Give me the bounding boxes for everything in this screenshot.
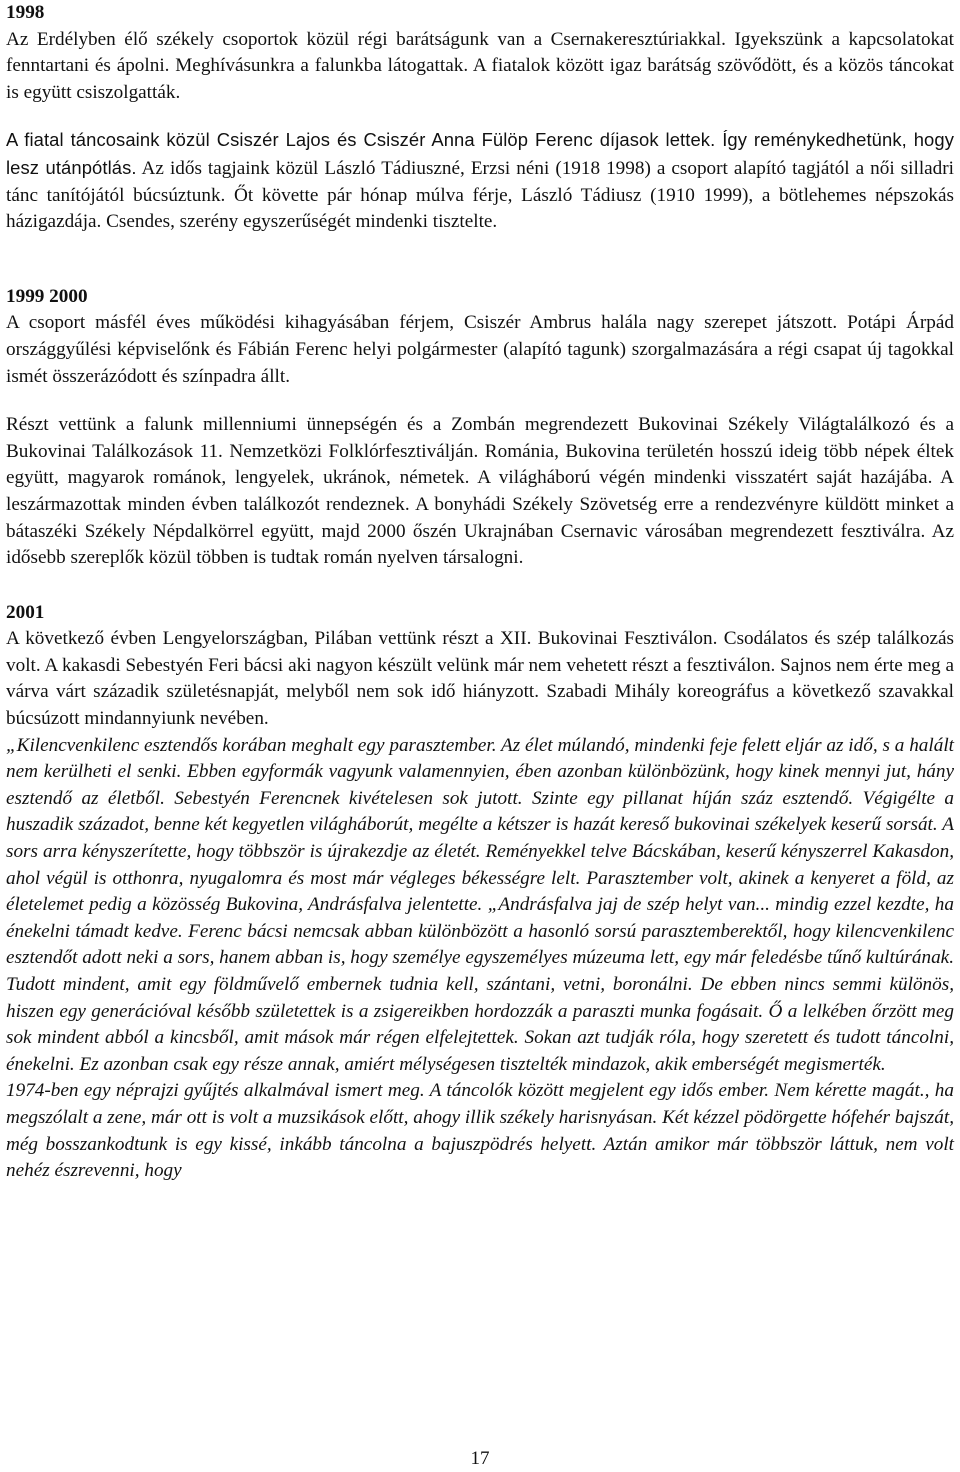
quote-paragraph-1: „Kilencvenkilenc esztendős korában meghalt egy parasztember. Az élet múlandó, mindenki feje felett eljár az idő, s a halált nem kerülheti el senki. Ebben egyformák vagyunk valamennyien, ében azonban különbözünk, hogy kinek mennyi jut, hány esztendő az életből. Sebestyén Ferencnek kivételesen sok jutott. Szinte egy pillanat híján száz esztendő. Végigélte a huszadik századot, benne két kegyetlen világháborút, megélte a kétszer is hazát kereső bukovinai székelyek keserű sorsát. A sors arra kényszerítette, hogy többször is újrakezdje az életét. Reményekkel telve Bácskában, keserű kényszerrel Kakasdon, ahol végül is otthonra, nyugalomra és most már végleges békességre lelt. Parasztember volt, akinek a kenyeret a föld, az életelemet pedig a közösség Bukovina, Andrásfalva jelentette. „Andrásfalva jaj de szép helyt van... mindig ezzel kezdte, ha énekelni támadt kedve. Ferenc bácsi nemcsak abban különbözött a hasonló sorsú parasztemberektől, hogy kilencvenkilenc esztendőt adott neki a sors, hanem abban is, hogy személye egyszemélyes múzeuma lett, egy már feledésbe tűnő kultúrának. Tudott mindent, amit egy földművelő embernek tudnia kell, szántani, vetni, boronálni. De ebben nincs semmi különös, hiszen egy generációval később születettek is a zsigereikben hordozzák a paraszti munka fogásait. Ő a lelkében őrzött meg sok mindent abból a kincsből, amit mások már régen elfelejtettek. Sokan azt tudják róla, hogy szeretett és tudott táncolni, énekelni. Ez azonban csak egy része annak, amiért mélységesen tisztelték mindazok, akik emberségét megismerték.	[6, 734, 954, 1075]
section-heading-1998: 1998	[6, 2, 45, 23]
paragraph-1998-2-rest: Az idős tagjaink közül László Tádiuszné, Erzsi néni (1918 1998) a csoport alapító tagjától a női silladri tánc tanítójától búcsúztunk. Őt követte pár hónap múlva férje, László Tádiusz (1910 1999), a bötlehemes népszokás házigazdája. Csendes, szerény egyszerűségét mindenki tisztelte.	[6, 157, 954, 233]
paragraph-1998-2-sans: A fiatal táncosaink közül Csiszér Lajos és Csiszér Anna Fülöp Ferenc díjasok lettek. Így reménykedhetünk, hogy lesz utánpótlás.	[6, 129, 954, 178]
section-heading-2001: 2001	[6, 601, 45, 623]
paragraph-2001-1: A következő évben Lengyelországban, Pilában vettünk részt a XII. Bukovinai Fesztiválon. Csodálatos és szép találkozás volt. A kakasdi Sebestyén Feri bácsi aki nagyon készült velünk már nem vehetett részt a fesztiválon. Sajnos nem érte meg a várva várt századik születésnapját, melyből nem sok idő hiányzott. Szabadi Mihály koreográfus a következő szavakkal búcsúzott mindannyiunk nevében.	[6, 628, 954, 730]
paragraph-1998-2	[6, 127, 954, 235]
paragraph-1998-1: Az Erdélyben élő székely csoportok közül régi barátságunk van a Csernakeresztúriakkal. Igyekszünk a kapcsolatokat fenntartani és ápolni. Meghívásunkra a falunkba látogattak. A fiatalok között igaz barátság szövődött, és a közös táncokat is együtt csiszolgatták.	[6, 28, 954, 103]
document-page	[6, 0, 954, 1185]
paragraph-1999-1: A csoport másfél éves működési kihagyásában férjem, Csiszér Ambrus halála nagy szerepet játszott. Potápi Árpád országgyűlési képviselőnk és Fábián Ferenc helyi polgármester (alapító tagunk) szorgalmazására a régi csapat új tagokkal ismét összerázódott és színpadra állt.	[6, 312, 954, 387]
quote-paragraph-2: 1974-ben egy néprajzi gyűjtés alkalmával ismert meg. A táncolók között megjelent egy idős ember. Nem kérette magát., ha megszólalt a zene, már ott is volt a muzsikások előtt, ahogy illik székely harisnyásan. Két kézzel pödörgette hófehér bajszát, még bosszankodtunk is egy kissé, inkább táncolna a bajuszpödrés helyett. Aztán amikor már többször láttuk, nem volt nehéz észrevenni, hogy	[6, 1080, 954, 1182]
paragraph-1999-2: Részt vettünk a falunk millenniumi ünnepségén és a Zombán megrendezett Bukovinai Székely Világtalálkozó és a Bukovinai Találkozások 11. Nemzetközi Folklórfesztiválján. Románia, Bukovina területén hosszú ideig több népek éltek együtt, magyarok románok, lengyelek, ukránok, németek. A világháború végén mindenki visszatért saját hazájába. A leszármazottak minden évben találkozót rendeznek. A bonyhádi Székely Szövetség erre a rendezvényre küldött minket a bátaszéki Székely Népdalkörrel együtt, majd 2000 őszén Ukrajnában Csernavic városában megrendezett fesztiválra. Az idősebb szereplők közül többen is tudtak román nyelven társalogni.	[6, 414, 954, 569]
page-number: 17	[470, 1448, 490, 1469]
section-heading-1999-2000: 1999 2000	[6, 285, 88, 307]
